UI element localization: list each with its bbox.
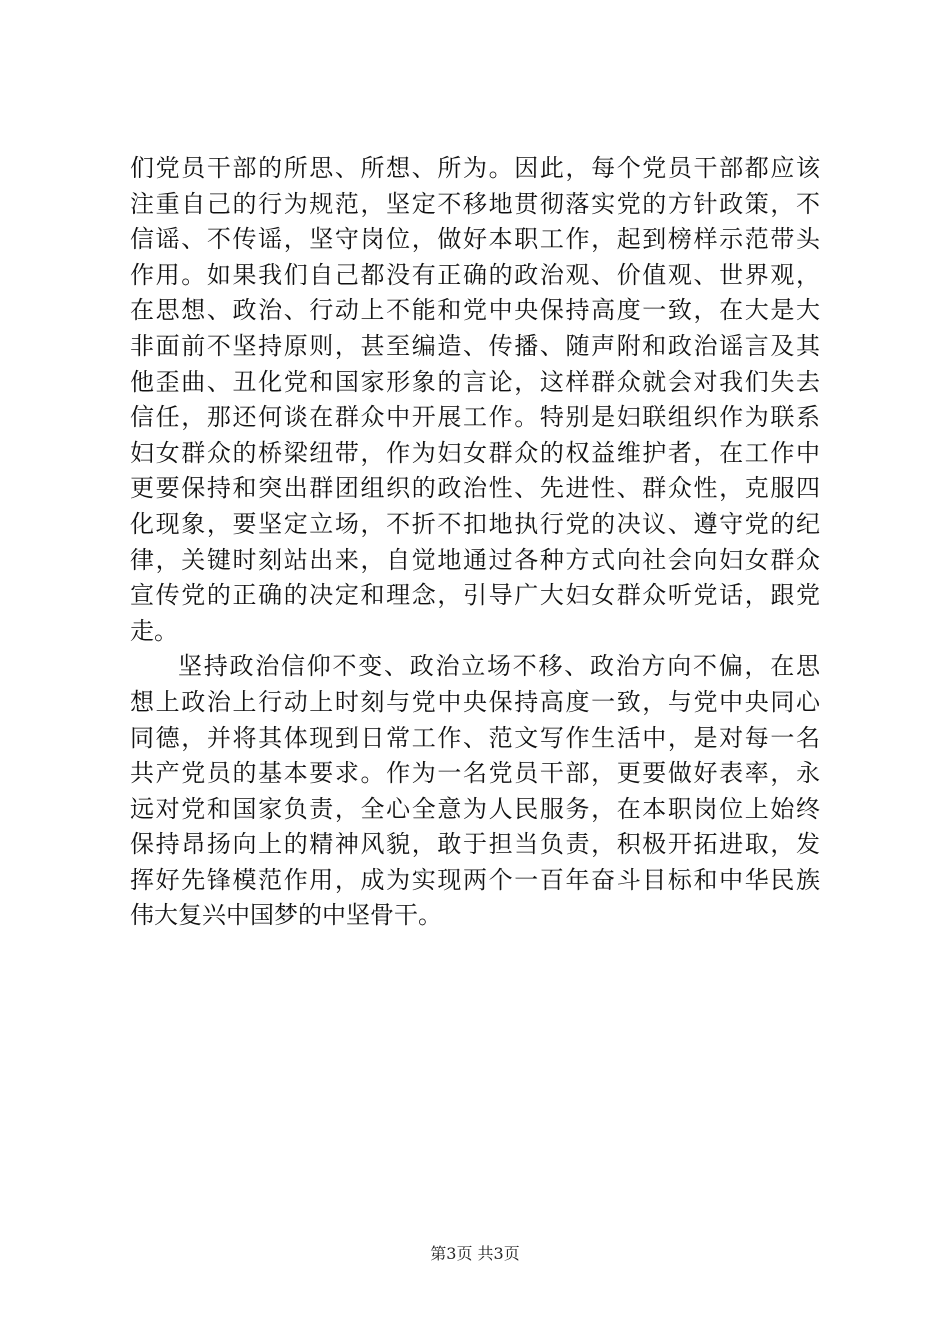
text-line: 化现象，要坚定立场，不折不扣地执行党的决议、遵守党的纪 bbox=[130, 509, 820, 538]
text-line: 律，关键时刻站出来，自觉地通过各种方式向社会向妇女群众 bbox=[130, 545, 820, 574]
paragraph bbox=[130, 151, 820, 649]
text-line: 在思想、政治、行动上不能和党中央保持高度一致，在大是大 bbox=[130, 296, 820, 325]
text-line: 注重自己的行为规范，坚定不移地贯彻落实党的方针政策，不 bbox=[130, 189, 820, 218]
text-line: 作用。如果我们自己都没有正确的政治观、价值观、世界观， bbox=[130, 260, 820, 289]
text-line: 伟大复兴中国梦的中坚骨干。 bbox=[130, 901, 442, 930]
text-line: 同德，并将其体现到日常工作、范文写作生活中，是对每一名 bbox=[130, 723, 820, 752]
text-line: 走。 bbox=[130, 616, 178, 645]
body-text bbox=[130, 151, 820, 934]
text-line: 更要保持和突出群团组织的政治性、先进性、群众性，克服四 bbox=[130, 474, 820, 503]
paragraph bbox=[130, 649, 820, 934]
text-line: 非面前不坚持原则，甚至编造、传播、随声附和政治谣言及其 bbox=[130, 331, 820, 360]
text-line: 保持昂扬向上的精神风貌，敢于担当负责，积极开拓进取，发 bbox=[130, 830, 820, 859]
page-footer bbox=[0, 1243, 950, 1265]
text-line: 坚持政治信仰不变、政治立场不移、政治方向不偏，在思 bbox=[178, 652, 820, 681]
text-line: 信谣、不传谣，坚守岗位，做好本职工作，起到榜样示范带头 bbox=[130, 225, 820, 254]
text-line: 远对党和国家负责，全心全意为人民服务，在本职岗位上始终 bbox=[130, 794, 820, 823]
page-number: 第3页 共3页 bbox=[430, 1244, 520, 1263]
text-line: 妇女群众的桥梁纽带，作为妇女群众的权益维护者，在工作中 bbox=[130, 438, 820, 467]
text-line: 他歪曲、丑化党和国家形象的言论，这样群众就会对我们失去 bbox=[130, 367, 820, 396]
text-line: 们党员干部的所思、所想、所为。因此，每个党员干部都应该 bbox=[130, 154, 820, 182]
text-line: 信任，那还何谈在群众中开展工作。特别是妇联组织作为联系 bbox=[130, 403, 820, 432]
text-line: 宣传党的正确的决定和理念，引导广大妇女群众听党话，跟党 bbox=[130, 581, 820, 610]
text-line: 共产党员的基本要求。作为一名党员干部，更要做好表率，永 bbox=[130, 759, 820, 788]
text-line: 想上政治上行动上时刻与党中央保持高度一致，与党中央同心 bbox=[130, 687, 820, 716]
text-line: 挥好先锋模范作用，成为实现两个一百年奋斗目标和中华民族 bbox=[130, 865, 820, 894]
